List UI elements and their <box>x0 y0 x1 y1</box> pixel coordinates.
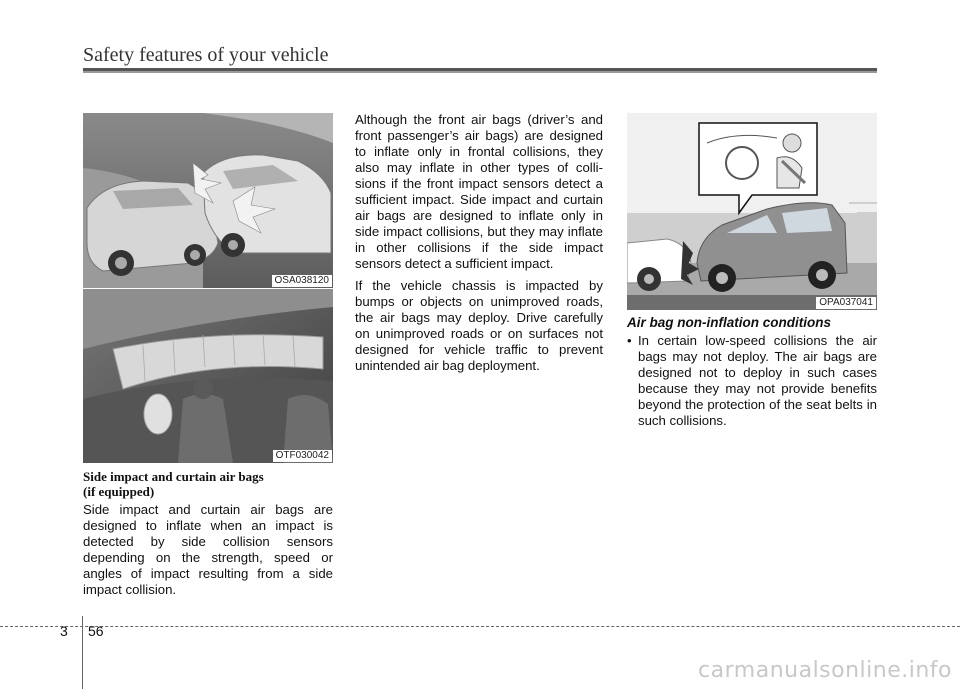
footer-rule <box>0 626 960 627</box>
section-heading-line2: (if equipped) <box>83 484 155 499</box>
figure-code: OSA038120 <box>272 275 333 287</box>
page-number: 56 <box>88 623 104 639</box>
section-heading-line1: Side impact and curtain air bags <box>83 469 264 484</box>
non-inflation-heading: Air bag non-inflation conditions <box>627 315 831 330</box>
column-2-body <box>355 112 603 380</box>
paragraph: Side impact and curtain air bags are designed to inflate when an impact is detected by side collision sensors depending on the strength, speed or angles of impact resulting from a side impact collision. <box>83 502 333 597</box>
page-header-title: Safety features of your vehicle <box>83 44 329 66</box>
figure-code: OTF030042 <box>273 450 332 462</box>
side-impact-illustration <box>83 113 333 288</box>
header-rule <box>83 68 877 73</box>
paragraph: Although the front air bags (driver’s and front passenger’s air bags) are designed to inflate only in frontal collisions, they also may inflate in other types of colli-sions if the front impact sensors detect a sufficient impact. Side impact and curtain air bags are designed to inflate only in side impact collisions, but they may inflate in other collisions if the side impact sensors detect a sufficient impact. <box>355 112 603 271</box>
curtain-airbag-illustration <box>83 289 333 463</box>
paragraph: If the vehicle chassis is impacted by bumps or objects on unimproved roads, the air bags may deploy. Drive carefully on unimproved roads or on surfaces not designed for vehicle traffic to prevent unintended air bag deployment. <box>355 278 603 373</box>
section-heading <box>83 469 333 499</box>
column-1-body <box>83 502 333 604</box>
bullet-symbol: • <box>627 333 632 348</box>
footer-divider <box>82 616 83 689</box>
bullet-item <box>627 333 877 429</box>
bullet-text: In certain low-speed collisions the air bags may not deploy. The air bags are designed not to deploy in such cases because they may not provide benefits beyond the protection of the seat belts in such collisions. <box>638 333 877 428</box>
chapter-number: 3 <box>60 623 68 639</box>
watermark: carmanualsonline.info <box>698 658 952 683</box>
frontal-collision-illustration <box>627 113 877 310</box>
figure-code: OPA037041 <box>816 297 876 309</box>
